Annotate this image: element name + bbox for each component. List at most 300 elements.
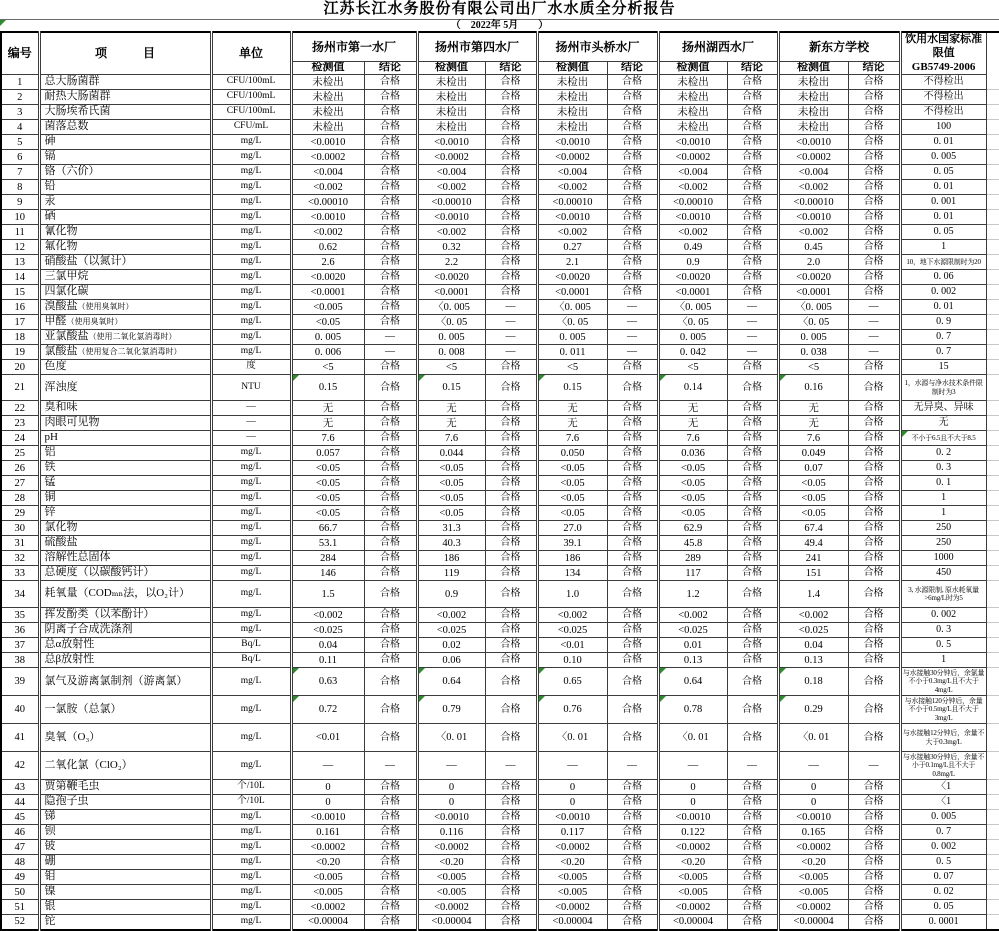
item-cell: 镍: [39, 885, 211, 900]
value-cell: <0.0010: [658, 135, 727, 150]
conclusion-cell: 合格: [727, 105, 778, 120]
limit-cell: 3, 水源限制, 原水耗氧量>6mg/L时为5: [900, 581, 986, 608]
value-cell: <0.20: [291, 855, 364, 870]
value-cell: <0.002: [537, 225, 607, 240]
item-cell: 钼: [39, 870, 211, 885]
item-cell: 镉: [39, 150, 211, 165]
conclusion-cell: 合格: [364, 90, 417, 105]
limit-cell: 不小于6.5且不大于8.5: [900, 431, 986, 446]
limit-cell: 0. 05: [900, 165, 986, 180]
item-cell: 肉眼可见物: [39, 416, 211, 431]
grid-sliver-cell: [986, 240, 999, 255]
value-cell: <0.025: [658, 623, 727, 638]
row-number-cell: 39: [1, 668, 39, 696]
unit-cell: mg/L: [211, 900, 291, 915]
conclusion-cell: 合格: [364, 120, 417, 135]
conclusion-cell: 合格: [727, 825, 778, 840]
col-header-plant: 扬州市第一水厂: [291, 32, 417, 61]
value-cell: 未检出: [291, 120, 364, 135]
table-row: [1, 195, 999, 210]
value-cell: 无: [291, 416, 364, 431]
grid-sliver-cell: [986, 521, 999, 536]
item-cell: 总大肠菌群: [39, 75, 211, 90]
value-cell: <0.005: [537, 885, 607, 900]
table-row: [1, 476, 999, 491]
table-row: [1, 375, 999, 401]
value-cell: <0.05: [778, 506, 848, 521]
value-cell: <0.002: [537, 608, 607, 623]
conclusion-cell: 合格: [607, 270, 658, 285]
grid-sliver-cell: [986, 623, 999, 638]
value-cell: <0.0002: [537, 900, 607, 915]
item-cell: 氯化物: [39, 521, 211, 536]
row-number-cell: 42: [1, 752, 39, 780]
conclusion-cell: 合格: [607, 885, 658, 900]
table-row: [1, 608, 999, 623]
unit-cell: mg/L: [211, 724, 291, 752]
row-number-cell: 7: [1, 165, 39, 180]
value-cell: 0.14: [658, 375, 727, 401]
conclusion-cell: 合格: [727, 180, 778, 195]
unit-cell: mg/L: [211, 300, 291, 315]
table-row: [1, 900, 999, 915]
value-cell: <0.05: [658, 506, 727, 521]
conclusion-cell: —: [607, 300, 658, 315]
table-row: [1, 105, 999, 120]
conclusion-cell: —: [485, 752, 537, 780]
value-cell: <0.0002: [658, 150, 727, 165]
value-cell: 0.64: [658, 668, 727, 696]
limit-cell: 450: [900, 566, 986, 581]
item-cell: 铬（六价）: [39, 165, 211, 180]
item-cell: 铍: [39, 840, 211, 855]
conclusion-cell: 合格: [607, 566, 658, 581]
item-cell: 砷: [39, 135, 211, 150]
conclusion-cell: 合格: [607, 855, 658, 870]
conclusion-cell: 合格: [848, 566, 900, 581]
value-cell: 53.1: [291, 536, 364, 551]
unit-cell: —: [211, 416, 291, 431]
value-cell: <0.002: [778, 180, 848, 195]
table-row: [1, 165, 999, 180]
row-number-cell: 34: [1, 581, 39, 608]
grid-sliver-cell: [986, 885, 999, 900]
conclusion-cell: —: [607, 315, 658, 330]
value-cell: <0.0002: [658, 900, 727, 915]
grid-sliver-cell: [986, 270, 999, 285]
conclusion-cell: 合格: [727, 870, 778, 885]
conclusion-cell: 合格: [727, 476, 778, 491]
limit-cell: 0. 06: [900, 270, 986, 285]
limit-cell: 250: [900, 536, 986, 551]
conclusion-cell: 合格: [727, 885, 778, 900]
conclusion-cell: —: [727, 752, 778, 780]
conclusion-cell: 合格: [607, 551, 658, 566]
value-cell: 〈0. 005: [658, 300, 727, 315]
conclusion-cell: 合格: [485, 360, 537, 375]
item-note: （使用二氧化氯消毒时）: [88, 332, 177, 342]
grid-sliver-cell: [986, 285, 999, 300]
grid-sliver-cell: [986, 506, 999, 521]
conclusion-cell: 合格: [485, 105, 537, 120]
table-row: [1, 638, 999, 653]
row-number-cell: 9: [1, 195, 39, 210]
conclusion-cell: 合格: [364, 446, 417, 461]
item-cell: 一氯胺（总氯）: [39, 696, 211, 724]
cell-flag-icon: [660, 375, 666, 381]
value-cell: 0. 005: [417, 330, 485, 345]
unit-cell: NTU: [211, 375, 291, 401]
row-number-cell: 52: [1, 915, 39, 930]
value-cell: <0.004: [291, 165, 364, 180]
value-cell: 0.02: [417, 638, 485, 653]
value-cell: <0.05: [658, 476, 727, 491]
report-table-body: [1, 75, 999, 930]
conclusion-cell: 合格: [485, 375, 537, 401]
value-cell: 0.117: [537, 825, 607, 840]
value-cell: 〈0. 01: [537, 724, 607, 752]
grid-sliver-cell: [986, 255, 999, 270]
conclusion-cell: 合格: [485, 180, 537, 195]
value-cell: <0.20: [658, 855, 727, 870]
grid-sliver-cell: [986, 608, 999, 623]
value-cell: 0: [417, 780, 485, 795]
conclusion-cell: 合格: [364, 551, 417, 566]
conclusion-cell: 合格: [727, 165, 778, 180]
value-cell: 0: [658, 780, 727, 795]
report-period-label: （ 2022年 5月 ）: [450, 20, 549, 31]
table-row: [1, 180, 999, 195]
conclusion-cell: 合格: [364, 581, 417, 608]
grid-sliver-cell: [986, 825, 999, 840]
item-cell: 总α放射性: [39, 638, 211, 653]
conclusion-cell: 合格: [848, 623, 900, 638]
value-cell: <0.0010: [537, 135, 607, 150]
conclusion-cell: 合格: [607, 255, 658, 270]
value-cell: <0.0020: [778, 270, 848, 285]
grid-sliver-cell: [986, 300, 999, 315]
value-cell: <5: [291, 360, 364, 375]
value-cell: <0.002: [778, 225, 848, 240]
item-cell: 硫酸盐: [39, 536, 211, 551]
row-number-cell: 17: [1, 315, 39, 330]
conclusion-cell: 合格: [485, 431, 537, 446]
value-cell: <0.002: [291, 608, 364, 623]
conclusion-cell: 合格: [848, 825, 900, 840]
conclusion-cell: 合格: [607, 446, 658, 461]
value-cell: 未检出: [778, 120, 848, 135]
conclusion-cell: 合格: [485, 255, 537, 270]
table-row: [1, 536, 999, 551]
conclusion-cell: 合格: [485, 840, 537, 855]
conclusion-cell: 合格: [848, 581, 900, 608]
value-cell: <0.0002: [778, 900, 848, 915]
col-header-conclusion: 结论: [364, 61, 417, 75]
conclusion-cell: 合格: [364, 255, 417, 270]
value-cell: <0.0001: [658, 285, 727, 300]
value-cell: 0: [291, 780, 364, 795]
limit-cell: 0. 01: [900, 135, 986, 150]
value-cell: 31.3: [417, 521, 485, 536]
report-period: [0, 19, 999, 31]
conclusion-cell: 合格: [607, 195, 658, 210]
value-cell: 〈0. 05: [778, 315, 848, 330]
value-cell: <0.0001: [537, 285, 607, 300]
grid-sliver-cell: [986, 416, 999, 431]
conclusion-cell: 合格: [485, 724, 537, 752]
conclusion-cell: 合格: [607, 696, 658, 724]
grid-sliver-cell: [986, 870, 999, 885]
conclusion-cell: 合格: [607, 75, 658, 90]
limit-cell: 0. 02: [900, 885, 986, 900]
unit-cell: mg/L: [211, 330, 291, 345]
value-cell: 0.122: [658, 825, 727, 840]
unit-cell: mg/L: [211, 195, 291, 210]
value-cell: 0: [291, 795, 364, 810]
value-cell: 0. 008: [417, 345, 485, 360]
conclusion-cell: 合格: [364, 105, 417, 120]
item-cell: 挥发酚类（以苯酚计）: [39, 608, 211, 623]
table-row: [1, 551, 999, 566]
item-cell: 浑浊度: [39, 375, 211, 401]
grid-sliver-cell: [986, 135, 999, 150]
conclusion-cell: —: [485, 300, 537, 315]
value-cell: <0.05: [537, 491, 607, 506]
unit-cell: mg/L: [211, 150, 291, 165]
conclusion-cell: 合格: [607, 375, 658, 401]
conclusion-cell: 合格: [364, 608, 417, 623]
conclusion-cell: 合格: [364, 360, 417, 375]
row-number-cell: 8: [1, 180, 39, 195]
item-cell: 铜: [39, 491, 211, 506]
row-number-cell: 19: [1, 345, 39, 360]
cell-flag-icon: [419, 375, 425, 381]
conclusion-cell: 合格: [607, 668, 658, 696]
conclusion-cell: 合格: [848, 75, 900, 90]
value-cell: 1.4: [778, 581, 848, 608]
value-cell: 0.32: [417, 240, 485, 255]
value-cell: 0.04: [778, 638, 848, 653]
row-number-cell: 33: [1, 566, 39, 581]
limit-cell: 不得检出: [900, 105, 986, 120]
conclusion-cell: 合格: [485, 135, 537, 150]
value-cell: 0.18: [778, 668, 848, 696]
unit-cell: mg/L: [211, 840, 291, 855]
unit-cell: mg/L: [211, 446, 291, 461]
limit-cell: 0. 05: [900, 900, 986, 915]
value-cell: <0.005: [291, 885, 364, 900]
value-cell: 未检出: [658, 90, 727, 105]
value-cell: 186: [417, 551, 485, 566]
row-number-cell: 20: [1, 360, 39, 375]
item-note: （使用臭氧时）: [66, 317, 123, 327]
value-cell: <0.05: [537, 476, 607, 491]
value-cell: <0.005: [291, 300, 364, 315]
value-cell: <0.00004: [417, 915, 485, 930]
item-cell: 总β放射性: [39, 653, 211, 668]
item-cell: 铝: [39, 446, 211, 461]
table-row: [1, 150, 999, 165]
value-cell: 未检出: [778, 105, 848, 120]
conclusion-cell: —: [848, 330, 900, 345]
conclusion-cell: 合格: [848, 416, 900, 431]
conclusion-cell: 合格: [727, 724, 778, 752]
conclusion-cell: 合格: [607, 780, 658, 795]
value-cell: <0.0002: [658, 840, 727, 855]
value-cell: <0.002: [291, 225, 364, 240]
conclusion-cell: 合格: [607, 900, 658, 915]
conclusion-cell: 合格: [485, 75, 537, 90]
table-header: [1, 32, 999, 75]
row-number-cell: 37: [1, 638, 39, 653]
value-cell: <0.005: [417, 885, 485, 900]
unit-cell: CFU/100mL: [211, 105, 291, 120]
row-number-cell: 48: [1, 855, 39, 870]
grid-sliver-cell: [986, 668, 999, 696]
conclusion-cell: 合格: [848, 696, 900, 724]
conclusion-cell: 合格: [485, 653, 537, 668]
value-cell: 0: [417, 795, 485, 810]
conclusion-cell: 合格: [727, 696, 778, 724]
conclusion-cell: 合格: [848, 120, 900, 135]
conclusion-cell: 合格: [607, 795, 658, 810]
row-number-cell: 44: [1, 795, 39, 810]
conclusion-cell: 合格: [364, 75, 417, 90]
value-cell: 0.13: [658, 653, 727, 668]
unit-cell: mg/L: [211, 345, 291, 360]
conclusion-cell: 合格: [607, 105, 658, 120]
conclusion-cell: 合格: [727, 360, 778, 375]
row-number-cell: 16: [1, 300, 39, 315]
unit-cell: mg/L: [211, 551, 291, 566]
limit-cell: 0. 01: [900, 300, 986, 315]
conclusion-cell: 合格: [364, 780, 417, 795]
value-cell: 未检出: [537, 90, 607, 105]
value-cell: 0.13: [778, 653, 848, 668]
conclusion-cell: —: [848, 345, 900, 360]
conclusion-cell: 合格: [727, 521, 778, 536]
item-cell: pH: [39, 431, 211, 446]
grid-sliver-cell: [986, 360, 999, 375]
row-number-cell: 22: [1, 401, 39, 416]
conclusion-cell: 合格: [607, 608, 658, 623]
cell-flag-icon: [660, 696, 666, 702]
conclusion-cell: 合格: [727, 795, 778, 810]
value-cell: <0.05: [417, 461, 485, 476]
row-number-cell: 47: [1, 840, 39, 855]
row-number-cell: 11: [1, 225, 39, 240]
limit-cell: 不得检出: [900, 75, 986, 90]
value-cell: 〈0. 01: [658, 724, 727, 752]
value-cell: 0.65: [537, 668, 607, 696]
conclusion-cell: —: [485, 330, 537, 345]
value-cell: <0.01: [291, 724, 364, 752]
item-cell: 汞: [39, 195, 211, 210]
grid-sliver-cell: [986, 345, 999, 360]
item-note: （使用臭氧时）: [77, 302, 134, 312]
conclusion-cell: 合格: [848, 401, 900, 416]
limit-cell: 0. 1: [900, 476, 986, 491]
table-row: [1, 915, 999, 930]
item-cell: 氯酸盐（使用复合二氧化氯消毒时）: [39, 345, 211, 360]
item-cell: 铅: [39, 180, 211, 195]
value-cell: 无: [658, 416, 727, 431]
value-cell: <0.0010: [417, 210, 485, 225]
conclusion-cell: 合格: [607, 225, 658, 240]
conclusion-cell: 合格: [848, 491, 900, 506]
conclusion-cell: —: [364, 345, 417, 360]
conclusion-cell: 合格: [848, 855, 900, 870]
item-cell: 钡: [39, 825, 211, 840]
conclusion-cell: 合格: [727, 90, 778, 105]
value-cell: <0.005: [291, 870, 364, 885]
conclusion-cell: 合格: [607, 461, 658, 476]
col-header-plant: 扬州市第四水厂: [417, 32, 537, 61]
grid-sliver-cell: [986, 581, 999, 608]
row-number-cell: 28: [1, 491, 39, 506]
unit-cell: mg/L: [211, 476, 291, 491]
value-cell: <0.005: [658, 885, 727, 900]
value-cell: <0.0020: [417, 270, 485, 285]
conclusion-cell: 合格: [364, 210, 417, 225]
conclusion-cell: 合格: [485, 608, 537, 623]
item-cell: 铊: [39, 915, 211, 930]
col-header-plant: 新东方学校: [778, 32, 900, 61]
unit-cell: mg/L: [211, 225, 291, 240]
value-cell: <0.00004: [537, 915, 607, 930]
value-cell: —: [537, 752, 607, 780]
conclusion-cell: 合格: [848, 915, 900, 930]
value-cell: <0.005: [778, 885, 848, 900]
conclusion-cell: 合格: [485, 795, 537, 810]
conclusion-cell: 合格: [727, 840, 778, 855]
header-row-groups: [1, 32, 999, 61]
conclusion-cell: 合格: [364, 416, 417, 431]
value-cell: 146: [291, 566, 364, 581]
value-cell: <0.0010: [658, 210, 727, 225]
value-cell: 未检出: [658, 120, 727, 135]
value-cell: <0.00010: [417, 195, 485, 210]
unit-cell: mg/L: [211, 581, 291, 608]
grid-sliver-cell: [986, 915, 999, 930]
table-row: [1, 825, 999, 840]
conclusion-cell: 合格: [364, 491, 417, 506]
conclusion-cell: —: [727, 300, 778, 315]
value-cell: 未检出: [417, 105, 485, 120]
item-cell: 硼: [39, 855, 211, 870]
row-number-cell: 46: [1, 825, 39, 840]
cell-flag-icon: [419, 668, 425, 674]
table-row: [1, 581, 999, 608]
conclusion-cell: 合格: [848, 150, 900, 165]
conclusion-cell: 合格: [364, 623, 417, 638]
cell-flag-icon: [539, 696, 545, 702]
table-row: [1, 780, 999, 795]
row-number-cell: 24: [1, 431, 39, 446]
item-cell: 隐孢子虫: [39, 795, 211, 810]
table-row: [1, 315, 999, 330]
value-cell: 0. 038: [778, 345, 848, 360]
table-row: [1, 120, 999, 135]
value-cell: <0.0002: [778, 150, 848, 165]
value-cell: 45.8: [658, 536, 727, 551]
conclusion-cell: 合格: [607, 476, 658, 491]
limit-cell: 与水接触30分钟后，余氯量不小于0.3mg/L且不大于4mg/L: [900, 668, 986, 696]
table-row: [1, 401, 999, 416]
value-cell: <0.20: [537, 855, 607, 870]
conclusion-cell: 合格: [364, 285, 417, 300]
value-cell: <0.0010: [291, 810, 364, 825]
